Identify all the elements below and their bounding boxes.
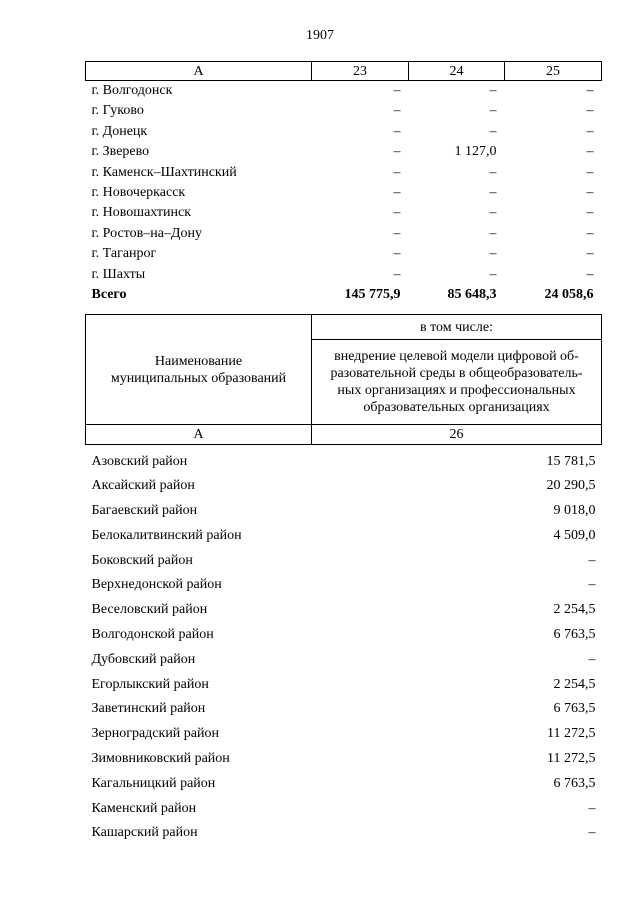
table-header-row [86, 315, 602, 340]
table-header-row [86, 62, 602, 81]
table-row [86, 573, 602, 598]
value-col-26: 4 509,0 [553, 527, 596, 543]
municipality-name: Зимовниковский район [91, 751, 230, 767]
table-row [86, 598, 602, 623]
table-row [86, 524, 602, 549]
municipality-name: г. Зверево [91, 144, 150, 160]
value-col-26: 11 272,5 [547, 751, 596, 767]
column-label-26: 26 [312, 425, 602, 445]
value-col-26: 6 763,5 [553, 701, 596, 717]
table-row [86, 101, 602, 121]
value-col-25: – [586, 266, 594, 282]
value-col-25: – [586, 103, 594, 119]
page-number: 1907 [306, 28, 334, 43]
municipality-name: Каменский район [91, 800, 197, 816]
value-col-25: – [586, 83, 594, 98]
table-row [86, 722, 602, 747]
header-including: в том числе: [312, 315, 602, 340]
municipality-name: г. Новочеркасск [91, 185, 186, 201]
value-col-23: – [393, 103, 401, 119]
municipality-name: г. Шахты [91, 266, 146, 282]
table-row [86, 265, 602, 285]
table-row [86, 203, 602, 223]
municipality-name: Боковский район [91, 552, 193, 568]
value-col-26: 6 763,5 [553, 627, 596, 643]
table-row [86, 673, 602, 698]
value-col-23: – [393, 185, 401, 201]
table-row [86, 772, 602, 797]
budget-table-column-26 [85, 314, 602, 846]
value-col-24: – [489, 246, 497, 262]
value-col-26: 20 290,5 [546, 478, 596, 494]
table-row [86, 549, 602, 574]
municipality-name: Кашарский район [91, 825, 198, 841]
municipality-name: Белокалитвинский район [91, 527, 242, 543]
table-row [86, 648, 602, 673]
table-column-label-row [86, 425, 602, 445]
table-row [86, 244, 602, 264]
column-label-a: А [86, 425, 312, 445]
municipality-name: Веселовский район [91, 602, 208, 618]
value-col-24: – [489, 185, 497, 201]
value-col-25: – [586, 164, 594, 180]
header-col-26-line: внедрение целевой модели цифровой об- [334, 349, 579, 364]
value-col-23: – [393, 205, 401, 221]
table-row [86, 450, 602, 475]
header-col-23: 23 [312, 62, 409, 81]
value-col-23: – [393, 164, 401, 180]
value-col-26: – [588, 552, 596, 568]
total-label: Всего [91, 287, 127, 303]
table-row [86, 623, 602, 648]
header-col-26-line: образовательных организациях [363, 400, 550, 415]
value-col-23: – [393, 266, 401, 282]
municipality-name: Заветинский район [91, 701, 206, 717]
value-col-24: – [489, 103, 497, 119]
value-col-25: – [586, 123, 594, 139]
value-col-24: – [489, 164, 497, 180]
municipality-name: г. Волгодонск [91, 83, 173, 98]
municipality-name: г. Гуково [91, 103, 144, 119]
value-col-26: 9 018,0 [553, 503, 596, 519]
value-col-24: – [489, 225, 497, 241]
value-col-25: – [586, 225, 594, 241]
value-col-24: – [489, 266, 497, 282]
municipality-name: Егорлыкский район [91, 676, 209, 692]
value-col-26: 2 254,5 [553, 676, 596, 692]
header-col-26-description [312, 340, 602, 425]
municipality-name: Дубовский район [91, 651, 196, 667]
value-col-23: – [393, 83, 401, 98]
value-col-26: – [588, 651, 596, 667]
total-row [86, 285, 602, 305]
value-col-24: – [489, 205, 497, 221]
table-row [86, 821, 602, 846]
municipality-name: г. Каменск–Шахтинский [91, 164, 237, 180]
value-col-26: – [588, 825, 596, 841]
municipality-name: Волгодонской район [91, 627, 214, 643]
value-col-24: 1 127,0 [454, 144, 497, 160]
value-col-24: – [489, 83, 497, 98]
table-row [86, 224, 602, 244]
municipality-name: Зерноградский район [91, 726, 219, 742]
table-row [86, 142, 602, 162]
value-col-25: – [586, 246, 594, 262]
total-col-23: 145 775,9 [344, 287, 401, 303]
municipality-name: Аксайский район [91, 478, 195, 494]
table-row [86, 797, 602, 822]
municipality-name: Кагальницкий район [91, 775, 216, 791]
value-col-24: – [489, 123, 497, 139]
budget-table-columns-23-25 [85, 61, 602, 305]
value-col-25: – [586, 185, 594, 201]
value-col-23: – [393, 246, 401, 262]
table-row [86, 474, 602, 499]
municipality-name: Багаевский район [91, 503, 198, 519]
table-row [86, 183, 602, 203]
header-col-26-line: разовательной среды в общеобразователь- [330, 366, 583, 381]
header-col-25: 25 [505, 62, 602, 81]
value-col-26: – [588, 577, 596, 593]
value-col-23: – [393, 144, 401, 160]
municipality-name: Азовский район [91, 453, 188, 469]
table-row [86, 122, 602, 142]
value-col-26: – [588, 800, 596, 816]
municipality-name: Верхнедонской район [91, 577, 222, 593]
table-row [86, 163, 602, 183]
total-col-24: 85 648,3 [447, 287, 497, 303]
value-col-25: – [586, 205, 594, 221]
table-row [86, 499, 602, 524]
table-row [86, 747, 602, 772]
municipality-name: г. Донецк [91, 123, 148, 139]
municipality-name: г. Ростов–на–Дону [91, 225, 202, 241]
header-col-24: 24 [409, 62, 505, 81]
value-col-23: – [393, 123, 401, 139]
table-row [86, 81, 602, 102]
value-col-26: 2 254,5 [553, 602, 596, 618]
value-col-26: 6 763,5 [553, 775, 596, 791]
municipality-name: г. Новошахтинск [91, 205, 192, 221]
header-municipality-name: Наименование муниципальных образований [86, 315, 312, 425]
value-col-25: – [586, 144, 594, 160]
value-col-26: 11 272,5 [547, 726, 596, 742]
header-col-a: А [86, 62, 312, 81]
table-row [86, 697, 602, 722]
value-col-26: 15 781,5 [546, 453, 596, 469]
municipality-name: г. Таганрог [91, 246, 157, 262]
total-col-25: 24 058,6 [544, 287, 594, 303]
value-col-23: – [393, 225, 401, 241]
header-col-26-line: ных организациях и профессиональных [337, 383, 576, 398]
